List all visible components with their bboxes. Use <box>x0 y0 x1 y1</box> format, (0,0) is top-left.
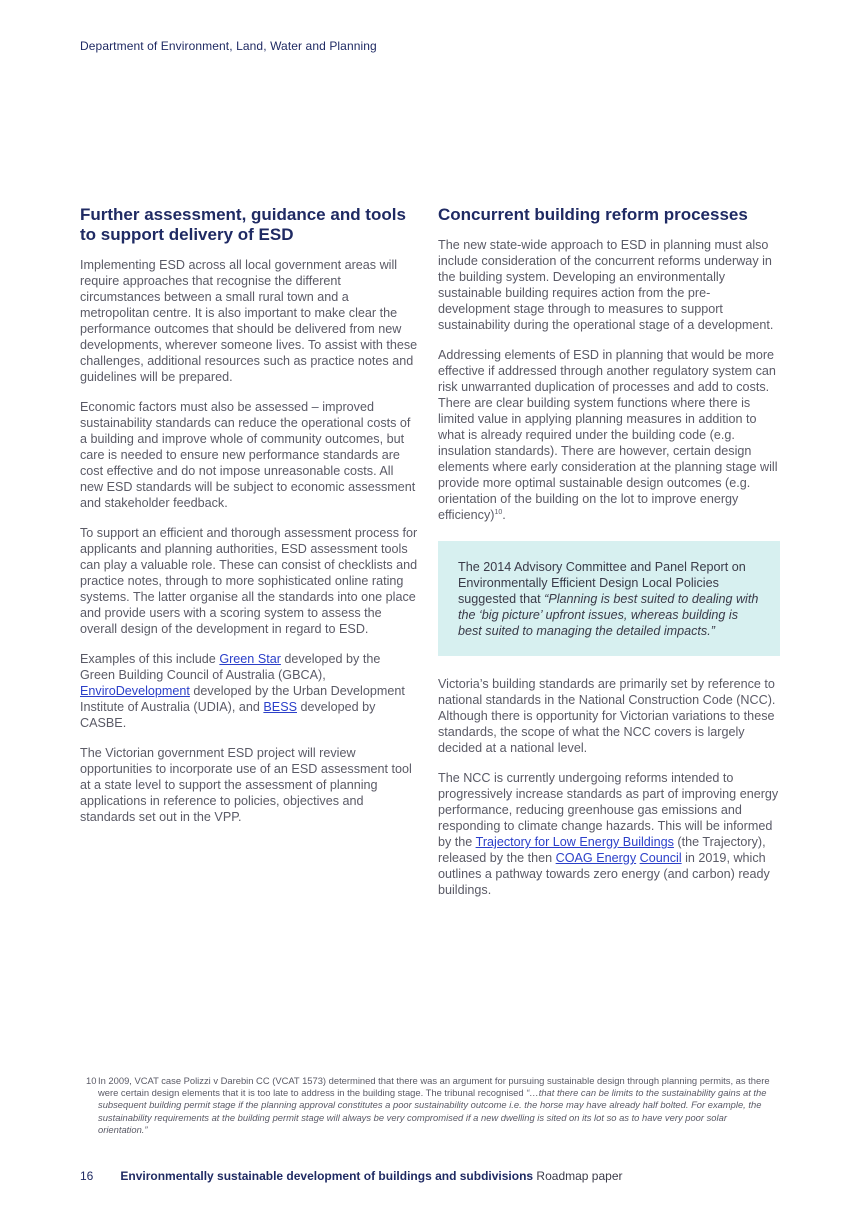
paragraph: The new state-wide approach to ESD in planning must also include consideration of the concurrent reforms underway in the building system. Developing an environmentally sustainable building requires action from the pre-development stage through to measures to support sustainability during the operational stage of a development. <box>438 238 774 332</box>
paragraph: Economic factors must also be assessed – improved sustainability standards can reduce the operational costs of a building and improve whole of community outcomes, but care is needed to ensure new performance standards are cost effective and do not impose unreasonable costs. All new ESD standards will be subject to economic assessment and stakeholder feedback. <box>80 400 416 510</box>
page-footer <box>80 1169 622 1183</box>
text-run: Addressing elements of ESD in planning that would be more effective if addressed through another regulatory system can risk unwarranted duplication of processes and add to costs. There are clear building system functions where there is limited value in applying planning measures in addition to what is already required under the building code (e.g. insulation standards). There are however, certain design elements where early consideration at the planning stage will provide more optimal sustainable design outcomes (e.g. orientation of the building on the lot to improve energy efficiency) <box>438 348 778 522</box>
footnote <box>86 1075 776 1136</box>
text-run: (the Trajectory), released by the then <box>438 835 766 865</box>
trajectory-link[interactable]: Trajectory for Low Energy Buildings <box>475 835 674 849</box>
paragraph: The Victorian government ESD project will review opportunities to incorporate use of an ESD assessment tool at a state level to support the assessment of planning applications in reference to policies, objectives and standards set out in the VPP. <box>80 746 412 824</box>
left-column <box>80 205 418 839</box>
envirodevelopment-link[interactable]: EnviroDevelopment <box>80 684 190 698</box>
council-link[interactable]: Council <box>639 851 682 865</box>
paragraph: To support an efficient and thorough assessment process for applicants and planning authorities, ESD assessment tools can play a valuable role. These can consist of checklists and practice notes, through to more sophisticated online rating systems. The latter organise all the standards into one place and provide users with a scoring system to assess the overall design of the development in regard to ESD. <box>80 526 418 636</box>
paragraph: Implementing ESD across all local government areas will require approaches that recognise the different circumstances between a small rural town and a metropolitan centre. It is also important to make clear the performance outcomes that should be delivered from new developments, wherever someone lives. To assist with these challenges, additional resources such as practice notes and guidelines will be prepared. <box>80 258 418 384</box>
paragraph: Victoria’s building standards are primarily set by reference to national standards in the National Construction Code (NCC). Although there is opportunity for Victorian variations to these standards, the scope of what the NCC covers is largely decided at a national level. <box>438 677 776 755</box>
callout-text <box>458 559 760 639</box>
coag-energy-link[interactable]: COAG Energy <box>555 851 637 865</box>
footnote-italic-quote: “…that there can be limits to the sustainability gains at the subsequent building permit stage if the planning approval constitutes a poor sustainability outcome i.e. the horse may have already half bolted. For example, the sustainability requirements at the building permit stage will always be very compromised if a new dwelling is sited on its lot so as to have very poor solar orientation.” <box>98 1087 767 1135</box>
callout-quote: “Planning is best suited to dealing with the ‘big picture’ upfront issues, whereas building is best suited to managing the detailed impacts.” <box>458 592 759 638</box>
section-heading-further-assessment: Further assessment, guidance and tools to support delivery of ESD <box>80 205 406 244</box>
footnote-number: 10 <box>86 1075 97 1086</box>
document-title: Environmentally sustainable development of buildings and subdivisions <box>120 1169 534 1183</box>
page-number: 16 <box>80 1169 94 1183</box>
text-run: . <box>502 508 506 522</box>
section-heading-concurrent-reform: Concurrent building reform processes <box>438 205 748 224</box>
text-run: in 2019, which outlines a pathway towards zero energy (and carbon) ready buildings. <box>438 851 770 897</box>
quote-callout-box <box>438 541 780 656</box>
text-run: Examples of this include <box>80 652 220 666</box>
paragraph-examples <box>80 651 418 731</box>
paragraph-with-footnote <box>438 347 780 523</box>
text-run: developed by CASBE. <box>80 700 376 730</box>
bess-link[interactable]: BESS <box>263 700 297 714</box>
text-run: developed by the Urban Development Institute of Australia (UDIA), and <box>80 684 405 714</box>
right-column <box>438 205 780 912</box>
header-department: Department of Environment, Land, Water and Planning <box>80 39 377 53</box>
document-subtitle: Roadmap paper <box>533 1169 623 1183</box>
callout-plain-text: The 2014 Advisory Committee and Panel Report on Environmentally Efficient Design Local Policies suggested that <box>458 560 746 606</box>
paragraph-ncc-reforms <box>438 770 780 898</box>
footnote-reference: 10 <box>494 508 503 516</box>
footnote-plain-text: In 2009, VCAT case Polizzi v Darebin CC (VCAT 1573) determined that there was an argument for pursuing sustainable design through planning permits, as there were certain design elements that it is too late to address in the building stage. The tribunal recognised <box>98 1075 770 1099</box>
green-star-link[interactable]: Green Star <box>219 652 281 666</box>
text-run: The NCC is currently undergoing reforms intended to progressively increase standards as part of improving energy performance, reducing greenhouse gas emissions and responding to climate change hazards. This will be informed by the <box>438 771 779 849</box>
footnote-text <box>98 1075 776 1136</box>
text-run: developed by the Green Building Council of Australia (GBCA), <box>80 652 381 682</box>
